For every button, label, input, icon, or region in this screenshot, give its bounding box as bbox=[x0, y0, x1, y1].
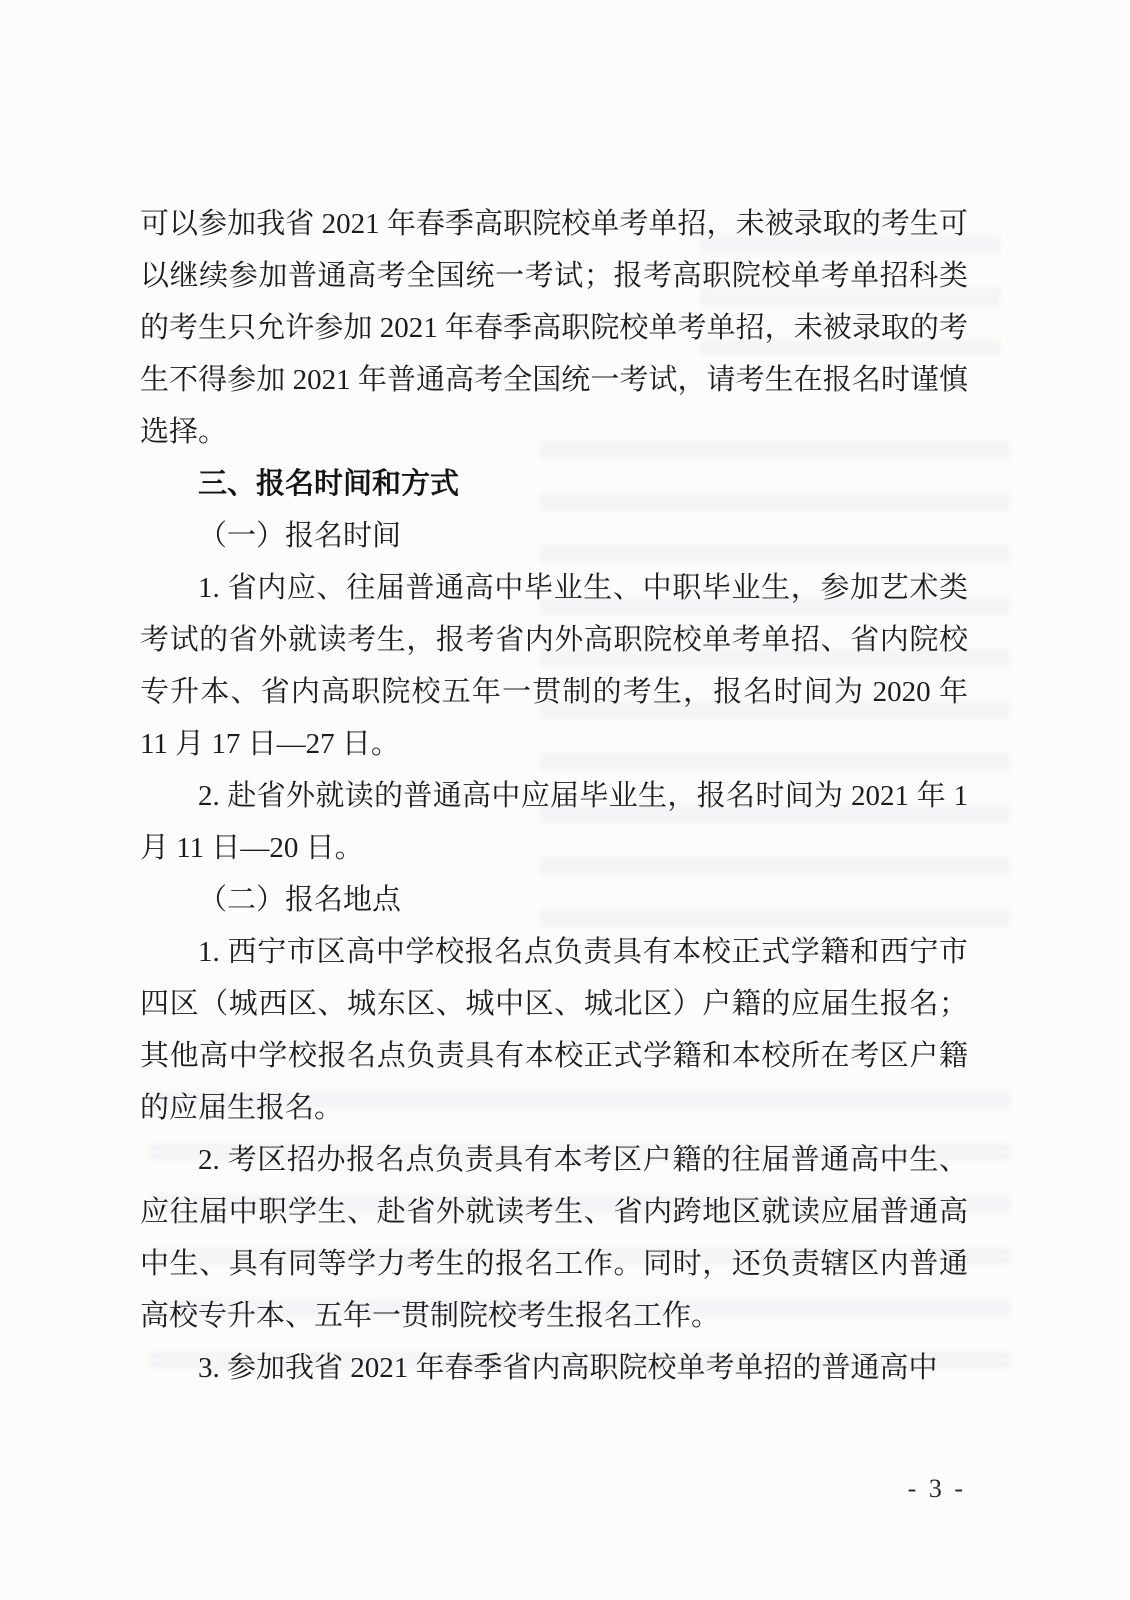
paragraph: 2. 赴省外就读的普通高中应届毕业生，报名时间为 2021 年 1 月 11 日—20 日。 bbox=[140, 780, 968, 864]
paragraph: 2. 考区招办报名点负责具有本考区户籍的往届普通高中生、应往届中职学生、赴省外就读考生、省内跨地区就读应届普通高中生、具有同等学力考生的报名工作。同时，还负责辖区内普通高校专升本、五年一贯制院校考生报名工作。 bbox=[140, 1144, 968, 1332]
paragraph: 3. 参加我省 2021 年春季省内高职院校单考单招的普通高中 bbox=[198, 1352, 938, 1384]
paragraph: 可以参加我省 2021 年春季高职院校单考单招，未被录取的考生可以继续参加普通高考全国统一考试；报考高职院校单考单招科类的考生只允许参加 2021 年春季高职院校单考单招，未被录取的考生不得参加 2021 年普通高考全国统一考试，请考生在报名时谨慎选择。 bbox=[140, 208, 968, 448]
page-number: - 3 - bbox=[907, 1474, 966, 1503]
section-heading: 三、报名时间和方式 bbox=[198, 468, 460, 500]
paragraph: （一）报名时间 bbox=[198, 520, 402, 552]
paragraph: 1. 西宁市区高中学校报名点负责具有本校正式学籍和西宁市四区（城西区、城东区、城中区、城北区）户籍的应届生报名；其他高中学校报名点负责具有本校正式学籍和本校所在考区户籍的应届生报名。 bbox=[140, 936, 968, 1124]
paragraph: 1. 省内应、往届普通高中毕业生、中职毕业生，参加艺术类考试的省外就读考生，报考省内外高职院校单考单招、省内院校专升本、省内高职院校五年一贯制的考生，报名时间为 2020 年 11 月 17 日—27 日。 bbox=[140, 572, 968, 760]
paragraph: （二）报名地点 bbox=[198, 884, 402, 916]
document-body bbox=[140, 198, 968, 1394]
